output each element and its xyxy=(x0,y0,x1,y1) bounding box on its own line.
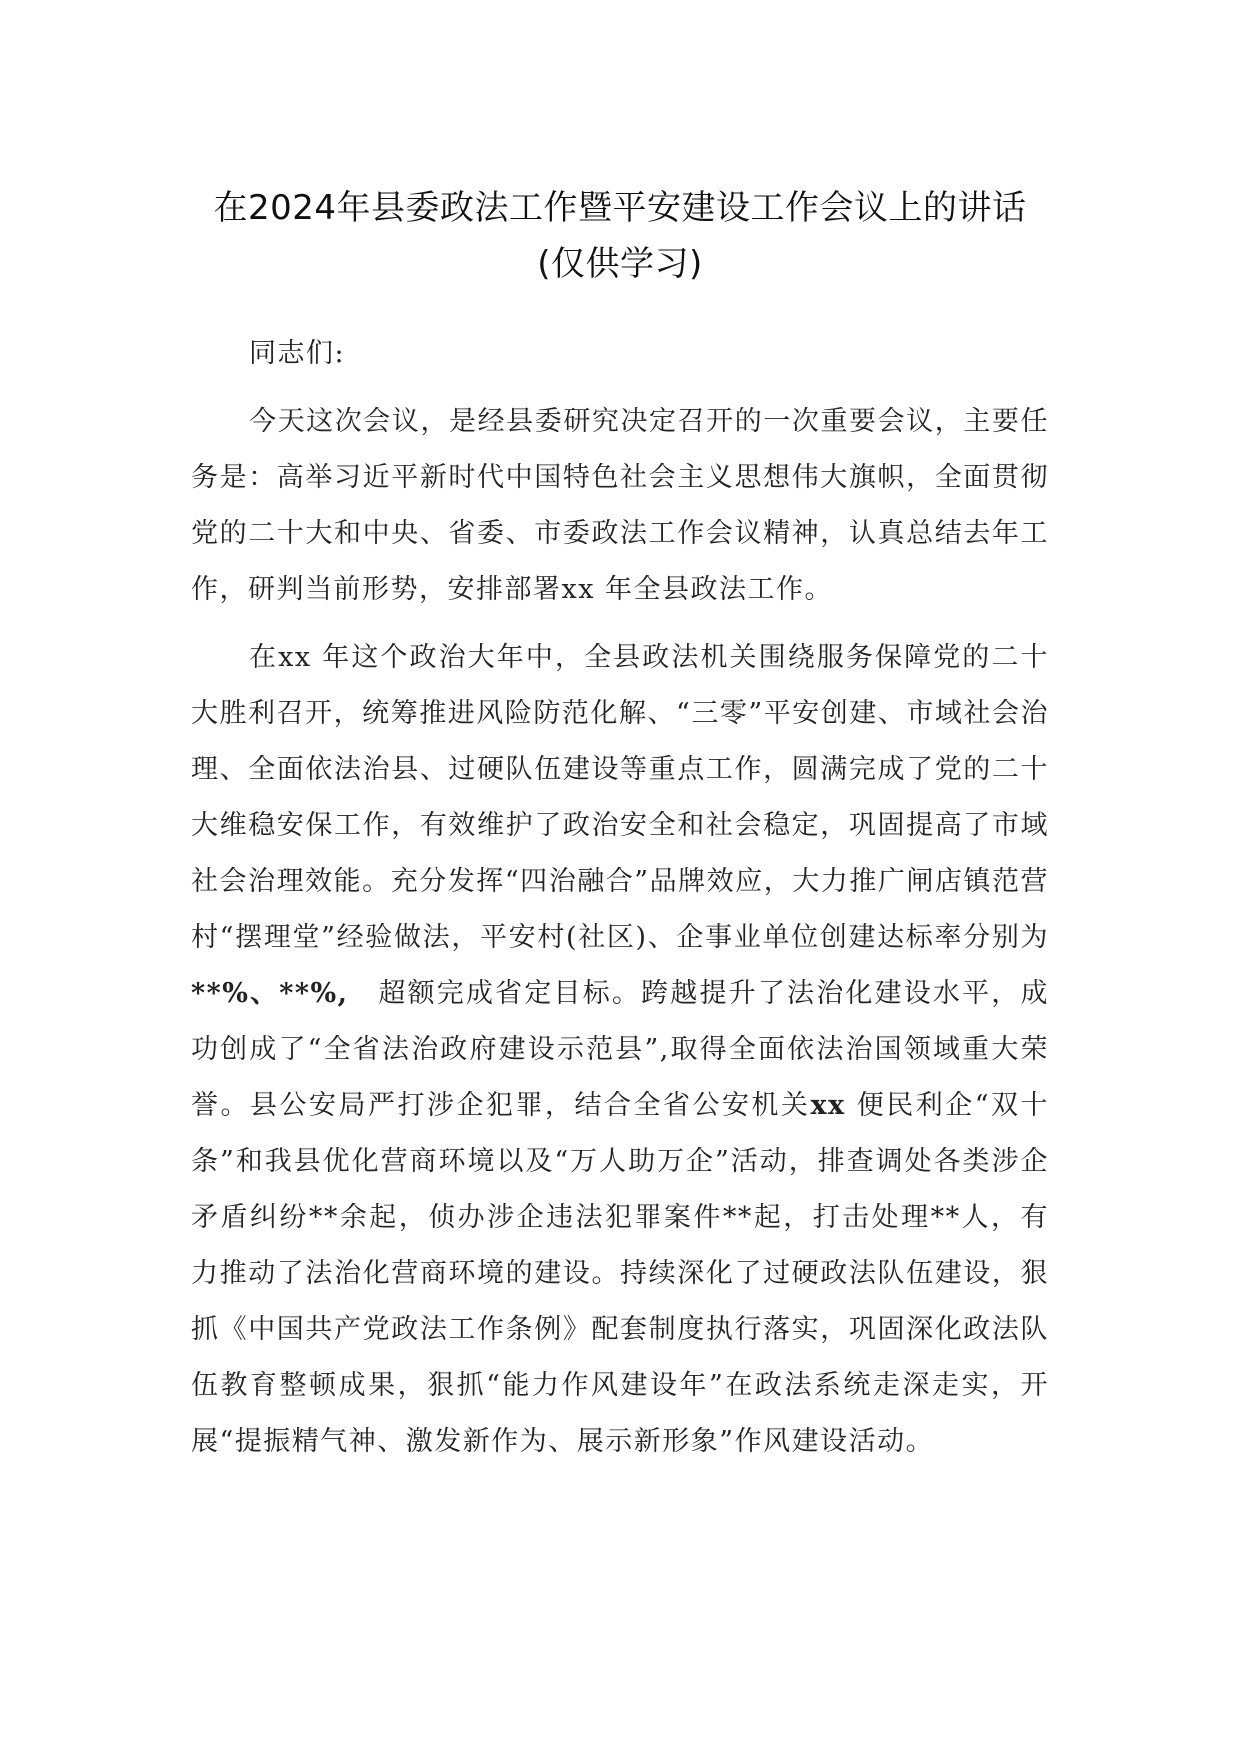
paragraph-2-rate-bold: **%、**%, xyxy=(191,978,349,1009)
document-content xyxy=(191,180,1049,1482)
document-title: 在2024年县委政法工作暨平安建设工作会议上的讲话(仅供学习) xyxy=(213,188,1027,284)
paragraph-2-text-1: 在xx 年这个政治大年中，全县政法机关围绕服务保障党的二十大胜利召开，统筹推进风险防范化解、“三零”平安创建、市域社会治理、全面依法治县、过硬队伍建设等重点工作，圆满完成了党的二十大维稳安保工作，有效维护了政治安全和社会稳定，巩固提高了市域社会治理效能。充分发挥“四治融合”品牌效应，大力推广闸店镇范营村“摆理堂”经验做法，平安村(社区)、企事业单位创建达标率分别为 xyxy=(191,642,1049,953)
paragraph-1: 今天这次会议，是经县委研究决定召开的一次重要会议，主要任务是：高举习近平新时代中国特色社会主义思想伟大旗帜，全面贯彻党的二十大和中央、省委、市委政法工作会议精神，认真总结去年工作，研判当前形势，安排部署xx 年全县政法工作。 xyxy=(191,406,1049,605)
document-body xyxy=(191,326,1049,1470)
salutation: 同志们: xyxy=(249,338,346,369)
paragraph-2-text-3: 便民利企“双十条”和我县优化营商环境以及“万人助万企”活动，排查调处各类涉企矛盾纠纷**余起，侦办涉企违法犯罪案件**起，打击处理**人，有力推动了法治化营商环境的建设。持续深化了过硬政法队伍建设，狠抓《中国共产党政法工作条例》配套制度执行落实，巩固深化政法队伍教育整顿成果，狠抓“能力作风建设年”在政法系统走深走实，开展“提振精气神、激发新作为、展示新形象”作风建设活动。 xyxy=(191,1090,1050,1457)
paragraph-2-xx-bold: xx xyxy=(810,1090,846,1121)
paragraph-2 xyxy=(191,630,1049,1470)
paragraph-2-text-2: 超额完成省定目标。跨越提升了法治化建设水平，成功创成了“全省法治政府建设示范县”,取得全面依法治国领域重大荣誉。县公安局严打涉企犯罪，结合全省公安机关 xyxy=(191,978,1049,1121)
